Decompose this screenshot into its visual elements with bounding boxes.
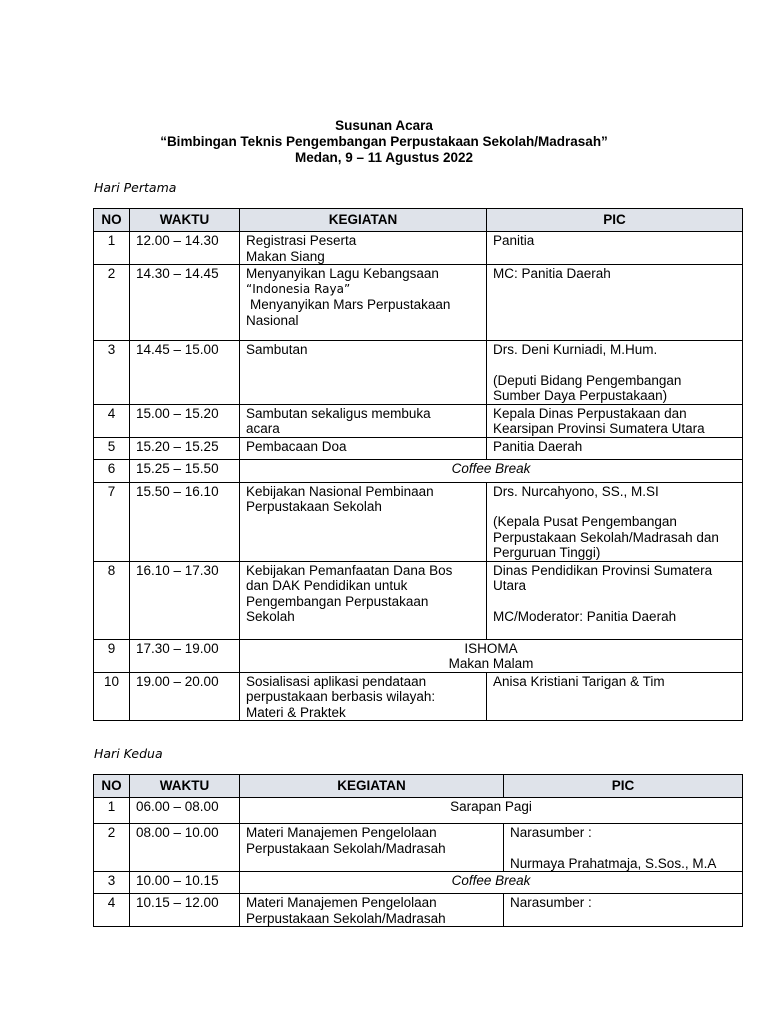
table-row [94,341,743,405]
day2-schedule-table [93,774,743,927]
row-kegiatan [240,437,487,459]
row-time: 19.00 – 20.00 [130,672,240,721]
row-pic [487,341,743,405]
row-kegiatan [240,341,487,405]
kegiatan-line: Sambutan sekaligus membuka [246,405,431,421]
row-no: 2 [94,265,130,341]
table-row [94,459,743,482]
table-row [94,561,743,639]
kegiatan-line: Perpustakaan Sekolah/Madrasah [246,910,446,926]
kegiatan-line: “Indonesia Raya” [246,281,351,296]
document-header [0,118,768,166]
kegiatan-line: Materi & Praktek [246,704,346,720]
pic-line: MC/Moderator: Panitia Daerah [493,608,677,624]
table-header-row [94,775,743,798]
table-row [94,894,743,927]
kegiatan-line: Perpustakaan Sekolah [246,499,382,514]
col-header-waktu: WAKTU [130,775,240,798]
kegiatan-line: Kebijakan Nasional Pembinaan [246,483,434,499]
day1-schedule-table [93,208,743,721]
row-no: 1 [94,232,130,265]
row-coffee-break: Coffee Break [240,459,743,482]
day1-label: Hari Pertama [94,180,177,195]
kegiatan-line: Materi Manajemen Pengelolaan [246,895,437,910]
row-pic [487,561,743,639]
row-time: 15.50 – 16.10 [130,482,240,561]
pic-line: Sumber Daya Perpustakaan) [493,388,668,403]
table-row [94,798,743,824]
row-pic [487,437,743,459]
row-pic [504,824,743,872]
kegiatan-line: Menyanyikan Mars Perpustakaan [250,297,451,312]
row-time: 12.00 – 14.30 [130,232,240,265]
kegiatan-line: Materi Manajemen Pengelolaan [246,825,437,840]
row-no: 7 [94,482,130,561]
kegiatan-line: acara [246,421,280,436]
row-kegiatan [240,265,487,341]
table-row [94,404,743,437]
row-time: 06.00 – 08.00 [130,798,240,824]
kegiatan-line: Sosialisasi aplikasi pendataan [246,673,427,689]
col-header-pic: PIC [487,209,743,232]
pic-line: Narasumber : [510,825,592,840]
col-header-kegiatan: KEGIATAN [240,209,487,232]
col-header-no: NO [94,775,130,798]
row-time: 15.20 – 15.25 [130,437,240,459]
row-no: 8 [94,561,130,639]
row-breakfast: Sarapan Pagi [240,798,743,824]
row-no: 4 [94,894,130,927]
kegiatan-line: Makan Siang [246,248,325,264]
kegiatan-line: Pengembangan Perpustakaan [246,593,429,609]
row-pic [487,672,743,721]
row-time: 08.00 – 10.00 [130,824,240,872]
row-pic [487,404,743,437]
pic-line: Anisa Kristiani Tarigan & Tim [493,673,665,689]
pic-line: Perpustakaan Sekolah/Madrasah dan [493,529,719,545]
row-kegiatan [240,672,487,721]
header-title: Susunan Acara [335,118,433,133]
pic-line: Drs. Nurcahyono, SS., M.SI [493,483,659,499]
kegiatan-line: perpustakaan berbasis wilayah: [246,689,436,704]
header-place-date: Medan, 9 – 11 Agustus 2022 [294,150,474,165]
table-row [94,824,743,872]
kegiatan-line: Pembacaan Doa [246,438,347,454]
header-event-name: “Bimbingan Teknis Pengembangan Perpustakaan Sekolah/Madrasah” [160,134,608,149]
pic-line: Panitia Daerah [493,438,583,454]
row-no: 10 [94,672,130,721]
table-row [94,265,743,341]
kegiatan-line: Nasional [246,312,299,328]
kegiatan-line: Registrasi Peserta [246,233,357,248]
row-coffee-break: Coffee Break [240,872,743,894]
row-no: 9 [94,639,130,672]
row-time: 15.00 – 15.20 [130,404,240,437]
row-pic [504,894,743,927]
pic-line: Kearsipan Provinsi Sumatera Utara [493,421,705,436]
row-time: 14.30 – 14.45 [130,265,240,341]
pic-line: Dinas Pendidikan Provinsi Sumatera [493,562,713,578]
row-time: 17.30 – 19.00 [130,639,240,672]
row-no: 6 [94,459,130,482]
table-row [94,482,743,561]
row-time: 10.00 – 10.15 [130,872,240,894]
row-no: 5 [94,437,130,459]
row-kegiatan [240,894,504,927]
row-kegiatan [240,561,487,639]
row-no: 2 [94,824,130,872]
col-header-no: NO [94,209,130,232]
kegiatan-line: Kebijakan Pemanfaatan Dana Bos [246,562,453,578]
kegiatan-line: Menyanyikan Lagu Kebangsaan [246,266,439,281]
pic-line: Panitia [493,233,535,248]
row-kegiatan [240,232,487,265]
col-header-waktu: WAKTU [130,209,240,232]
kegiatan-line: Sambutan [246,342,308,357]
row-pic [487,232,743,265]
pic-line: MC: Panitia Daerah [493,266,611,281]
kegiatan-line: Perpustakaan Sekolah/Madrasah [246,840,446,856]
pic-line: Narasumber : [510,895,592,910]
kegiatan-line: Sekolah [246,609,295,624]
row-no: 3 [94,341,130,405]
pic-line: Drs. Deni Kurniadi, M.Hum. [493,342,658,357]
table-row [94,232,743,265]
row-no: 4 [94,404,130,437]
table-header-row [94,209,743,232]
table-row [94,639,743,672]
row-kegiatan [240,404,487,437]
row-kegiatan [240,824,504,872]
row-time: 10.15 – 12.00 [130,894,240,927]
row-ishoma [240,639,743,672]
day2-label: Hari Kedua [94,746,163,761]
row-time: 15.25 – 15.50 [130,459,240,482]
table-row [94,437,743,459]
pic-line: (Deputi Bidang Pengembangan [493,372,682,388]
row-no: 1 [94,798,130,824]
row-pic [487,265,743,341]
kegiatan-line: dan DAK Pendidikan untuk [246,578,408,593]
row-kegiatan [240,482,487,561]
row-pic [487,482,743,561]
row-no: 3 [94,872,130,894]
pic-line: Utara [493,578,527,593]
col-header-kegiatan: KEGIATAN [240,775,504,798]
table-row [94,672,743,721]
pic-line: (Kepala Pusat Pengembangan [493,514,677,529]
table-row [94,872,743,894]
ishoma-line: ISHOMA [464,640,518,656]
col-header-pic: PIC [504,775,743,798]
pic-line: Perguruan Tinggi) [493,545,601,560]
row-time: 14.45 – 15.00 [130,341,240,405]
pic-line: Kepala Dinas Perpustakaan dan [493,405,687,421]
row-time: 16.10 – 17.30 [130,561,240,639]
ishoma-line: Makan Malam [448,656,534,671]
pic-line: Nurmaya Prahatmaja, S.Sos., M.A [510,855,717,871]
